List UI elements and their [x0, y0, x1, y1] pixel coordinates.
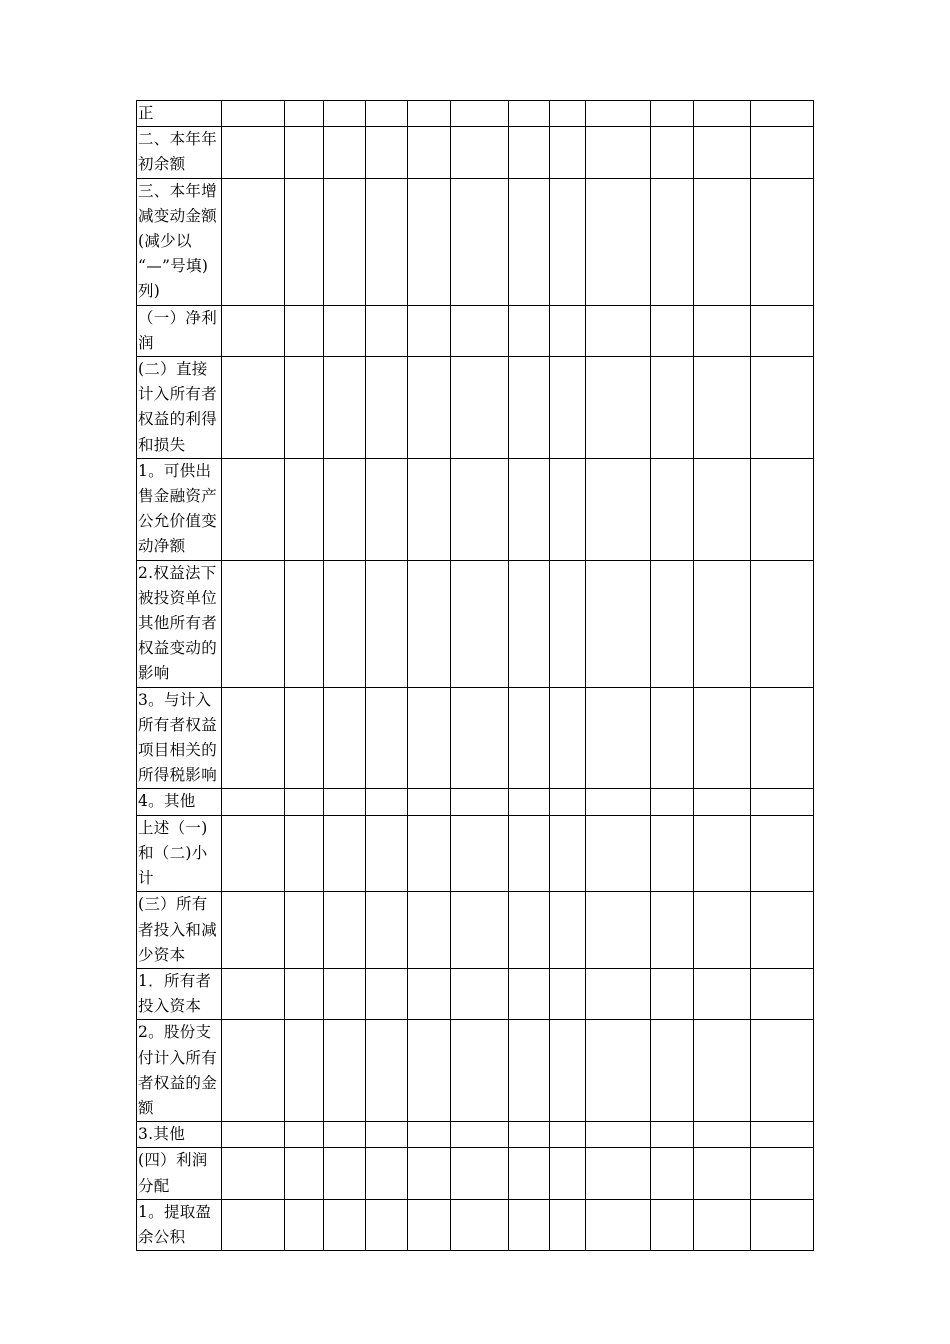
- table-cell: [586, 1122, 651, 1148]
- table-cell: [694, 458, 751, 560]
- table-cell: [694, 305, 751, 356]
- table-cell: [586, 789, 651, 815]
- table-cell: [751, 968, 814, 1019]
- table-cell: [285, 1148, 324, 1199]
- row-label: 3.其他: [137, 1122, 222, 1148]
- table-cell: [222, 789, 285, 815]
- table-cell: [586, 178, 651, 305]
- table-cell: [694, 1020, 751, 1122]
- table-cell: [451, 892, 509, 969]
- table-cell: [751, 1020, 814, 1122]
- table-cell: [408, 458, 451, 560]
- table-cell: [366, 687, 408, 789]
- table-cell: [651, 687, 694, 789]
- table-cell: [509, 1122, 550, 1148]
- table-cell: [586, 968, 651, 1019]
- table-cell: [366, 1122, 408, 1148]
- table-row: [137, 305, 814, 356]
- table-cell: [550, 892, 586, 969]
- table-cell: [509, 178, 550, 305]
- table-cell: [509, 687, 550, 789]
- table-cell: [550, 1199, 586, 1250]
- table-cell: [651, 305, 694, 356]
- table-cell: [550, 687, 586, 789]
- table-cell: [651, 101, 694, 127]
- table-cell: [586, 892, 651, 969]
- table-cell: [586, 1199, 651, 1250]
- row-label: 4。其他: [137, 789, 222, 815]
- table-cell: [509, 968, 550, 1019]
- table-cell: [324, 560, 366, 687]
- table-cell: [651, 789, 694, 815]
- table-cell: [285, 127, 324, 178]
- table-cell: [222, 968, 285, 1019]
- table-row: [137, 687, 814, 789]
- row-label: 2。股份支 付计入所有 者权益的金 额: [137, 1020, 222, 1122]
- table-cell: [751, 458, 814, 560]
- table-row: [137, 968, 814, 1019]
- table-cell: [324, 789, 366, 815]
- table-cell: [651, 560, 694, 687]
- table-cell: [751, 127, 814, 178]
- table-cell: [408, 687, 451, 789]
- table-cell: [285, 458, 324, 560]
- table-cell: [651, 458, 694, 560]
- table-cell: [408, 1199, 451, 1250]
- table-cell: [324, 178, 366, 305]
- table-cell: [366, 178, 408, 305]
- table-cell: [451, 127, 509, 178]
- table-cell: [586, 458, 651, 560]
- table-cell: [550, 305, 586, 356]
- table-cell: [408, 1148, 451, 1199]
- table-cell: [509, 1199, 550, 1250]
- table-cell: [586, 1020, 651, 1122]
- table-cell: [694, 968, 751, 1019]
- table-cell: [451, 1020, 509, 1122]
- table-cell: [408, 357, 451, 459]
- table-cell: [550, 789, 586, 815]
- row-label: 3。与计入 所有者权益 项目相关的 所得税影响: [137, 687, 222, 789]
- table-row: [137, 357, 814, 459]
- equity-changes-table: [136, 100, 814, 1251]
- table-cell: [324, 1199, 366, 1250]
- table-cell: [586, 560, 651, 687]
- table-cell: [509, 789, 550, 815]
- table-cell: [408, 305, 451, 356]
- table-cell: [366, 1020, 408, 1122]
- table-row: [137, 1148, 814, 1199]
- table-cell: [694, 1148, 751, 1199]
- table-cell: [366, 560, 408, 687]
- table-cell: [285, 1020, 324, 1122]
- table-cell: [408, 560, 451, 687]
- table-cell: [222, 357, 285, 459]
- row-label: (四）利润 分配: [137, 1148, 222, 1199]
- table-cell: [751, 560, 814, 687]
- table-cell: [751, 789, 814, 815]
- table-cell: [366, 789, 408, 815]
- table-cell: [324, 305, 366, 356]
- table-cell: [366, 815, 408, 892]
- table-cell: [509, 127, 550, 178]
- table-cell: [694, 789, 751, 815]
- table-cell: [451, 101, 509, 127]
- table-cell: [509, 815, 550, 892]
- table-cell: [451, 458, 509, 560]
- table-cell: [285, 560, 324, 687]
- table-cell: [509, 101, 550, 127]
- table-cell: [694, 560, 751, 687]
- table-cell: [324, 1148, 366, 1199]
- table-cell: [324, 101, 366, 127]
- table-cell: [222, 458, 285, 560]
- table-cell: [451, 1199, 509, 1250]
- row-label: 二、本年年 初余额: [137, 127, 222, 178]
- table-cell: [324, 968, 366, 1019]
- table-cell: [451, 687, 509, 789]
- table-cell: [651, 1020, 694, 1122]
- table-cell: [408, 892, 451, 969]
- table-cell: [451, 968, 509, 1019]
- table-cell: [366, 127, 408, 178]
- table-body: [137, 101, 814, 1251]
- table-cell: [451, 1148, 509, 1199]
- table-cell: [324, 458, 366, 560]
- table-cell: [550, 101, 586, 127]
- table-cell: [509, 560, 550, 687]
- table-cell: [694, 178, 751, 305]
- table-cell: [324, 357, 366, 459]
- table-cell: [509, 892, 550, 969]
- table-cell: [366, 458, 408, 560]
- table-cell: [222, 1199, 285, 1250]
- table-cell: [222, 1020, 285, 1122]
- table-cell: [285, 1199, 324, 1250]
- table-cell: [550, 968, 586, 1019]
- table-cell: [222, 687, 285, 789]
- table-cell: [408, 178, 451, 305]
- table-row: [137, 101, 814, 127]
- table-cell: [366, 357, 408, 459]
- table-cell: [751, 305, 814, 356]
- table-cell: [550, 458, 586, 560]
- table-cell: [509, 458, 550, 560]
- table-cell: [651, 815, 694, 892]
- row-label: 三、本年增 减变动金额 (减少以 “—”号填) 列): [137, 178, 222, 305]
- table-row: [137, 815, 814, 892]
- table-cell: [651, 178, 694, 305]
- table-cell: [586, 1148, 651, 1199]
- row-label: 上述（一) 和（二)小 计: [137, 815, 222, 892]
- table-row: [137, 892, 814, 969]
- table-cell: [222, 892, 285, 969]
- table-row: [137, 178, 814, 305]
- table-cell: [324, 1122, 366, 1148]
- table-cell: [324, 815, 366, 892]
- table-cell: [509, 357, 550, 459]
- table-cell: [366, 1148, 408, 1199]
- table-cell: [651, 1199, 694, 1250]
- table-cell: [451, 357, 509, 459]
- table-cell: [324, 127, 366, 178]
- table-row: [137, 458, 814, 560]
- table-cell: [694, 815, 751, 892]
- table-cell: [222, 1148, 285, 1199]
- table-cell: [408, 1020, 451, 1122]
- table-cell: [366, 1199, 408, 1250]
- table-cell: [222, 560, 285, 687]
- table-cell: [751, 357, 814, 459]
- table-cell: [751, 178, 814, 305]
- table-cell: [408, 789, 451, 815]
- table-cell: [651, 1122, 694, 1148]
- table-cell: [451, 178, 509, 305]
- table-cell: [694, 101, 751, 127]
- table-cell: [586, 305, 651, 356]
- table-cell: [222, 815, 285, 892]
- table-cell: [222, 101, 285, 127]
- table-cell: [285, 1122, 324, 1148]
- table-cell: [366, 892, 408, 969]
- table-cell: [451, 1122, 509, 1148]
- row-label: 2.权益法下 被投资单位 其他所有者 权益变动的 影响: [137, 560, 222, 687]
- table-cell: [408, 101, 451, 127]
- table-cell: [586, 687, 651, 789]
- table-cell: [651, 892, 694, 969]
- table-cell: [285, 815, 324, 892]
- table-cell: [408, 127, 451, 178]
- row-label: （一）净利 润: [137, 305, 222, 356]
- table-row: [137, 1122, 814, 1148]
- table-cell: [285, 178, 324, 305]
- row-label: (二）直接 计入所有者 权益的利得 和损失: [137, 357, 222, 459]
- table-cell: [550, 357, 586, 459]
- table-cell: [451, 305, 509, 356]
- table-cell: [366, 968, 408, 1019]
- table-cell: [222, 305, 285, 356]
- table-cell: [222, 127, 285, 178]
- table-cell: [324, 892, 366, 969]
- row-label: 1。可供出 售金融资产 公允价值变 动净额: [137, 458, 222, 560]
- table-cell: [451, 560, 509, 687]
- table-cell: [694, 127, 751, 178]
- table-row: [137, 1199, 814, 1250]
- table-cell: [694, 1199, 751, 1250]
- table-row: [137, 560, 814, 687]
- table-cell: [751, 1148, 814, 1199]
- row-label: (三）所有 者投入和减 少资本: [137, 892, 222, 969]
- table-cell: [586, 101, 651, 127]
- table-cell: [451, 815, 509, 892]
- table-cell: [751, 1199, 814, 1250]
- table-cell: [550, 178, 586, 305]
- table-cell: [366, 305, 408, 356]
- table-row: [137, 789, 814, 815]
- table-cell: [651, 1148, 694, 1199]
- table-cell: [586, 127, 651, 178]
- table-cell: [509, 1020, 550, 1122]
- table-cell: [550, 127, 586, 178]
- table-cell: [651, 968, 694, 1019]
- table-cell: [285, 968, 324, 1019]
- table-cell: [751, 1122, 814, 1148]
- table-row: [137, 1020, 814, 1122]
- table-cell: [451, 789, 509, 815]
- table-cell: [324, 1020, 366, 1122]
- table-cell: [285, 789, 324, 815]
- table-cell: [285, 305, 324, 356]
- table-cell: [586, 815, 651, 892]
- row-label: 正: [137, 101, 222, 127]
- table-cell: [324, 687, 366, 789]
- table-cell: [285, 101, 324, 127]
- table-cell: [651, 357, 694, 459]
- table-cell: [285, 892, 324, 969]
- table-cell: [694, 1122, 751, 1148]
- table-cell: [550, 1020, 586, 1122]
- table-cell: [694, 687, 751, 789]
- table-cell: [408, 815, 451, 892]
- table-cell: [651, 127, 694, 178]
- table-cell: [550, 815, 586, 892]
- row-label: 1．所有者 投入资本: [137, 968, 222, 1019]
- table-cell: [751, 815, 814, 892]
- table-row: [137, 127, 814, 178]
- table-cell: [751, 687, 814, 789]
- table-cell: [509, 305, 550, 356]
- table-cell: [694, 357, 751, 459]
- table-cell: [550, 560, 586, 687]
- table-cell: [285, 357, 324, 459]
- table-cell: [550, 1148, 586, 1199]
- table-cell: [751, 101, 814, 127]
- table-cell: [222, 178, 285, 305]
- table-cell: [751, 892, 814, 969]
- table-cell: [509, 1148, 550, 1199]
- table-cell: [222, 1122, 285, 1148]
- table-cell: [285, 687, 324, 789]
- table-cell: [408, 1122, 451, 1148]
- table-cell: [694, 892, 751, 969]
- row-label: 1。提取盈 余公积: [137, 1199, 222, 1250]
- table-cell: [586, 357, 651, 459]
- table-cell: [408, 968, 451, 1019]
- table-cell: [550, 1122, 586, 1148]
- table-cell: [366, 101, 408, 127]
